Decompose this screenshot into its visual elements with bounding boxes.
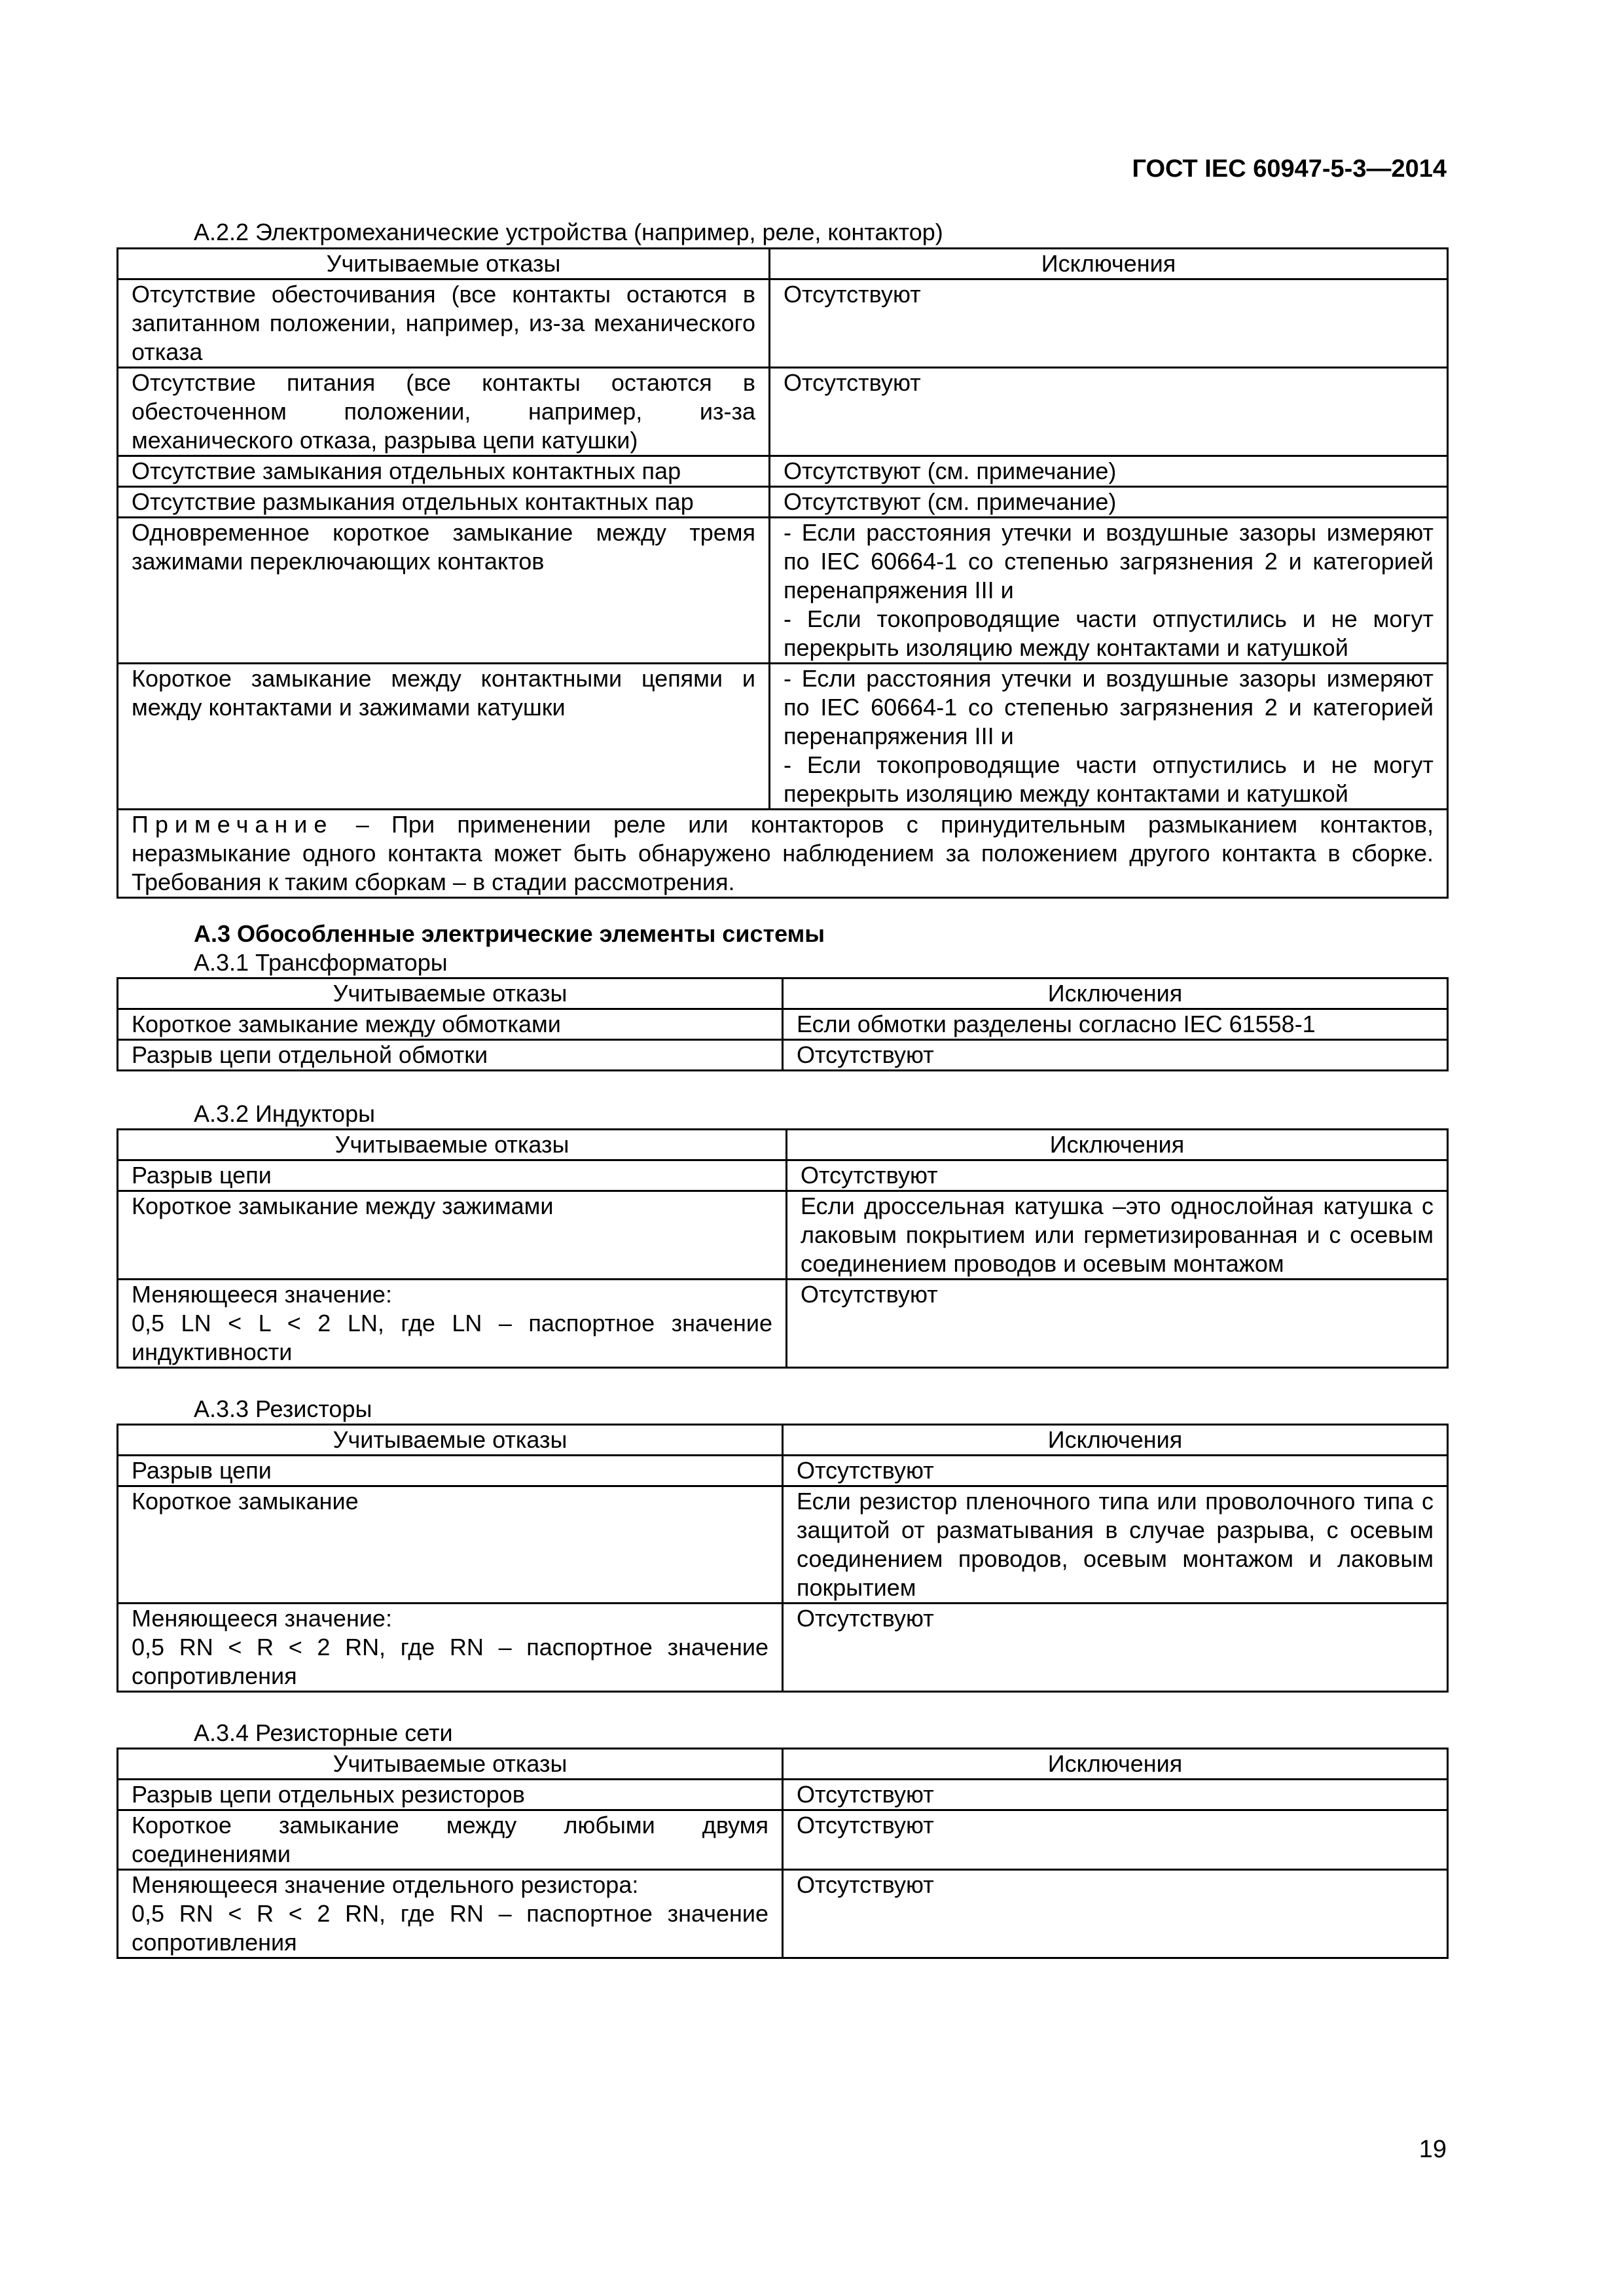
- exclusion-cell: Отсутствуют: [770, 279, 1448, 368]
- table-row: [118, 664, 1448, 810]
- table-a34: [117, 1748, 1449, 1959]
- table-row: [118, 1456, 1448, 1486]
- table-row: [118, 1009, 1448, 1040]
- col-header-faults: Учитываемые отказы: [118, 978, 783, 1009]
- fault-cell: Короткое замыкание между обмотками: [118, 1009, 783, 1040]
- table-row: [118, 456, 1448, 487]
- table-a22: [117, 247, 1449, 899]
- page-number: 19: [1418, 2136, 1447, 2163]
- col-header-exclusions: Исключения: [783, 1425, 1448, 1456]
- col-header-exclusions: Исключения: [770, 249, 1448, 279]
- fault-cell: [118, 1870, 783, 1958]
- fault-cell: Короткое замыкание между любыми двумя соединениями: [118, 1810, 783, 1870]
- fault-cell: Разрыв цепи: [118, 1160, 787, 1191]
- fault-cell: Одновременное короткое замыкание между тремя зажимами переключающих контактов: [118, 518, 770, 664]
- table-row: [118, 1040, 1448, 1071]
- col-header-exclusions: Исключения: [787, 1130, 1448, 1160]
- exclusion-cell: [770, 518, 1448, 664]
- fault-cell: [118, 1604, 783, 1692]
- exclusion-cell: Отсутствуют: [783, 1780, 1448, 1810]
- note-cell: [118, 810, 1448, 898]
- exclusion-cell: Отсутствуют: [783, 1456, 1448, 1486]
- section-title-a3: А.3 Обособленные электрические элементы системы: [194, 920, 825, 947]
- exclusion-cell: Если обмотки разделены согласно IEC 61558-1: [783, 1009, 1448, 1040]
- table-header-row: [118, 249, 1448, 279]
- exclusion-cell: Отсутствуют: [770, 368, 1448, 456]
- caption-a31: А.3.1 Трансформаторы: [194, 949, 448, 976]
- caption-a22: А.2.2 Электромеханические устройства (например, реле, контактор): [194, 219, 943, 245]
- exclusion-cell: [770, 664, 1448, 810]
- table-row: [118, 518, 1448, 664]
- col-header-faults: Учитываемые отказы: [118, 1749, 783, 1780]
- col-header-faults: Учитываемые отказы: [118, 1130, 787, 1160]
- fault-cell: Отсутствие замыкания отдельных контактных пар: [118, 456, 770, 487]
- fault-cell: [118, 1280, 787, 1368]
- table-row: [118, 1870, 1448, 1958]
- fault-cell: Отсутствие размыкания отдельных контактных пар: [118, 487, 770, 518]
- fault-line: Меняющееся значение:: [132, 1605, 392, 1632]
- col-header-faults: Учитываемые отказы: [118, 1425, 783, 1456]
- fault-cell: Разрыв цепи отдельной обмотки: [118, 1040, 783, 1071]
- fault-cell: Разрыв цепи: [118, 1456, 783, 1486]
- table-a33: [117, 1424, 1449, 1693]
- table-row: [118, 368, 1448, 456]
- exclusion-cell: Отсутствуют (см. примечание): [770, 456, 1448, 487]
- exclusion-cell: Отсутствуют: [783, 1604, 1448, 1692]
- col-header-faults: Учитываемые отказы: [118, 249, 770, 279]
- exclusion-cell: Отсутствуют: [783, 1870, 1448, 1958]
- table-note-row: [118, 810, 1448, 898]
- caption-a34: А.3.4 Резисторные сети: [194, 1719, 453, 1746]
- table-header-row: [118, 978, 1448, 1009]
- document-id: ГОСТ IEC 60947-5-3—2014: [1132, 155, 1447, 183]
- fault-cell: Короткое замыкание: [118, 1486, 783, 1604]
- table-row: [118, 487, 1448, 518]
- note-label: Примечание: [132, 811, 334, 838]
- table-row: [118, 1160, 1448, 1191]
- table-row: [118, 1486, 1448, 1604]
- fault-formula: 0,5 RN < R < 2 RN, где RN – паспортное значение сопротивления: [132, 1900, 768, 1956]
- fault-line: Меняющееся значение отдельного резистора:: [132, 1871, 639, 1898]
- fault-cell: Отсутствие питания (все контакты остаются в обесточенном положении, например, из-за механического отказа, разрыва цепи катушки): [118, 368, 770, 456]
- exclusion-cell: Отсутствуют: [783, 1810, 1448, 1870]
- fault-cell: Разрыв цепи отдельных резисторов: [118, 1780, 783, 1810]
- exclusion-cell: Отсутствуют (см. примечание): [770, 487, 1448, 518]
- exclusion-cell: Отсутствуют: [787, 1280, 1448, 1368]
- exclusion-cell: Если дроссельная катушка –это однослойная катушка с лаковым покрытием или герметизированная и с осевым соединением проводов и осевым монтажом: [787, 1191, 1448, 1280]
- exclusion-item: - Если расстояния утечки и воздушные зазоры измеряют по IEC 60664-1 со степенью загрязнения 2 и категорией перенапряжения III и: [784, 665, 1434, 749]
- fault-cell: Отсутствие обесточивания (все контакты остаются в запитанном положении, например, из-за механического отказа: [118, 279, 770, 368]
- exclusion-item: - Если расстояния утечки и воздушные зазоры измеряют по IEC 60664-1 со степенью загрязнения 2 и категорией перенапряжения III и: [784, 519, 1434, 603]
- table-header-row: [118, 1130, 1448, 1160]
- fault-cell: Короткое замыкание между зажимами: [118, 1191, 787, 1280]
- table-row: [118, 1604, 1448, 1692]
- note-text: – При применении реле или контакторов с принудительным размыканием контактов, неразмыкание одного контакта может быть обнаружено наблюдением за положением другого контакта в сборке. Требования к таким сборкам – в стадии рассмотрения.: [132, 811, 1434, 895]
- table-row: [118, 1780, 1448, 1810]
- table-row: [118, 1280, 1448, 1368]
- fault-line: Меняющееся значение:: [132, 1281, 392, 1308]
- caption-a32: А.3.2 Индукторы: [194, 1100, 375, 1127]
- fault-cell: Короткое замыкание между контактными цепями и между контактами и зажимами катушки: [118, 664, 770, 810]
- col-header-exclusions: Исключения: [783, 1749, 1448, 1780]
- exclusion-cell: Отсутствуют: [783, 1040, 1448, 1071]
- exclusion-cell: Отсутствуют: [787, 1160, 1448, 1191]
- table-row: [118, 1810, 1448, 1870]
- table-row: [118, 1191, 1448, 1280]
- table-row: [118, 279, 1448, 368]
- table-a32: [117, 1128, 1449, 1369]
- fault-formula: 0,5 RN < R < 2 RN, где RN – паспортное значение сопротивления: [132, 1634, 768, 1689]
- table-a31: [117, 977, 1449, 1071]
- exclusion-item: - Если токопроводящие части отпустились и не могут перекрыть изоляцию между контактами и катушкой: [784, 605, 1434, 661]
- exclusion-cell: Если резистор пленочного типа или проволочного типа с защитой от разматывания в случае разрыва, с осевым соединением проводов, осевым монтажом и лаковым покрытием: [783, 1486, 1448, 1604]
- col-header-exclusions: Исключения: [783, 978, 1448, 1009]
- fault-formula: 0,5 LN < L < 2 LN, где LN – паспортное значение индуктивности: [132, 1310, 772, 1365]
- exclusion-item: - Если токопроводящие части отпустились и не могут перекрыть изоляцию между контактами и катушкой: [784, 751, 1434, 807]
- caption-a33: А.3.3 Резисторы: [194, 1395, 372, 1422]
- table-header-row: [118, 1425, 1448, 1456]
- table-header-row: [118, 1749, 1448, 1780]
